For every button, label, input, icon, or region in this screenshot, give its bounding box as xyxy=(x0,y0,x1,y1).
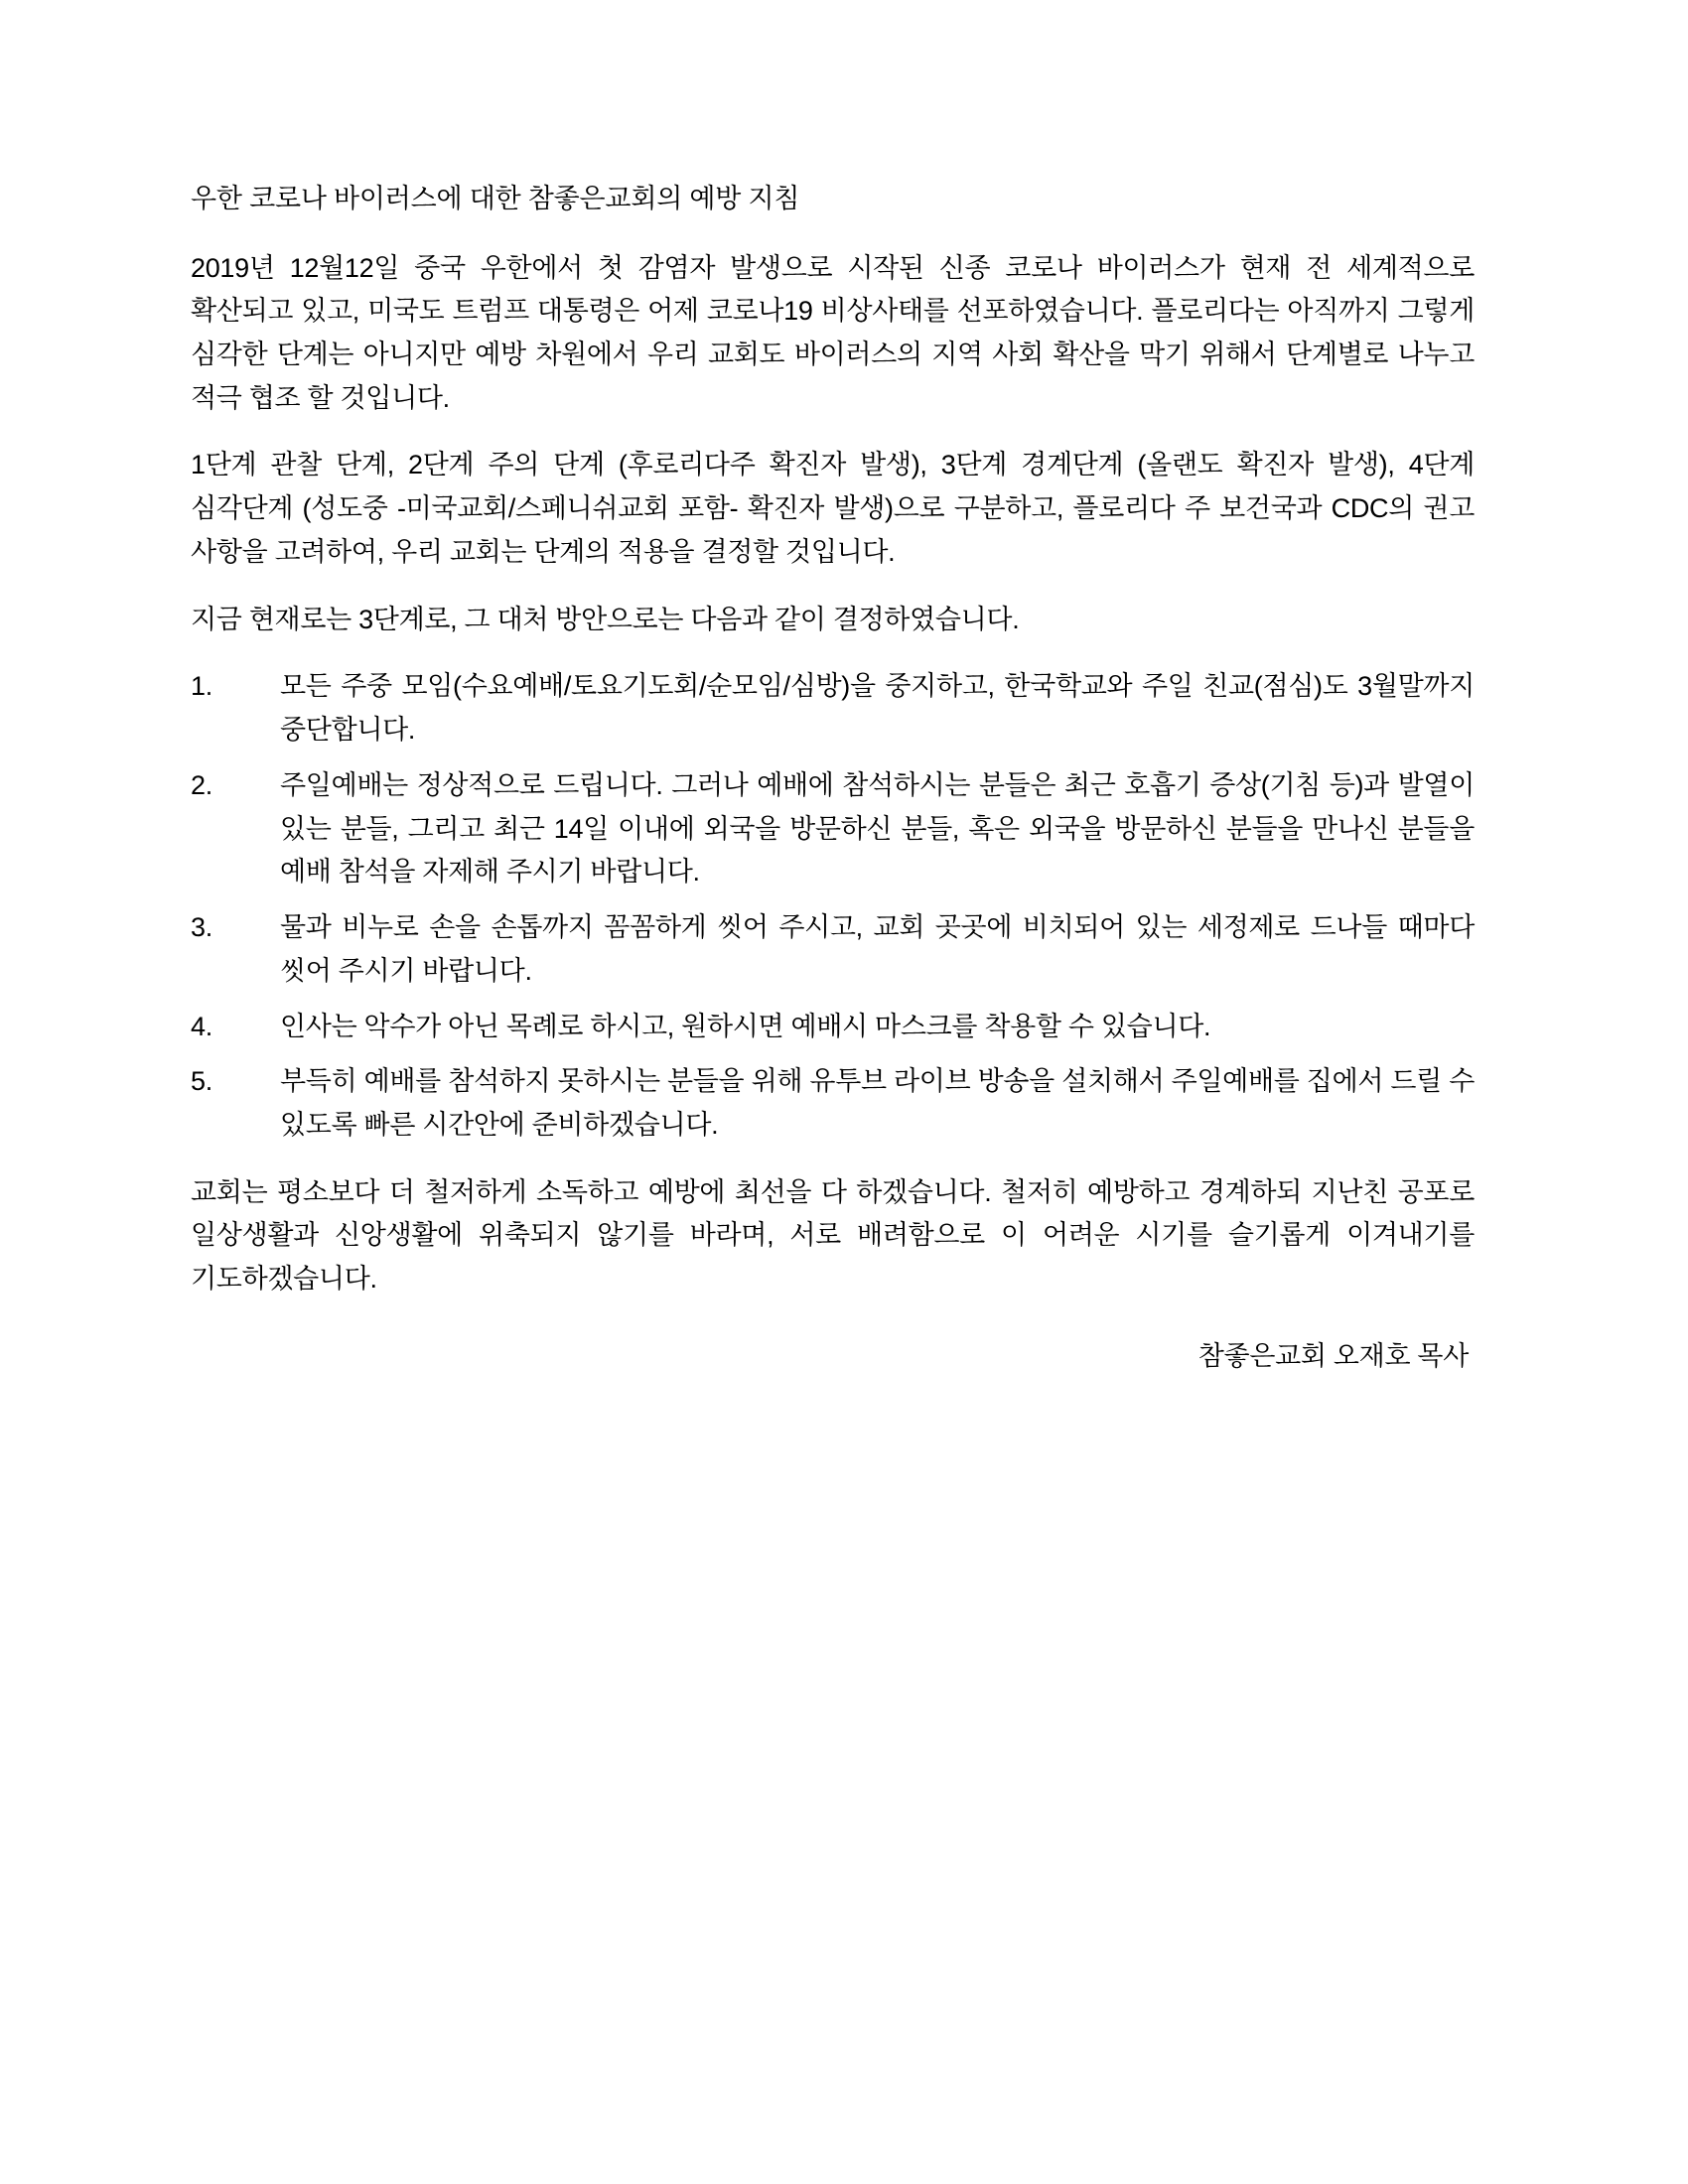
paragraph-stages: 1단계 관찰 단계, 2단계 주의 단계 (후로리다주 확진자 발생), 3단계 경계단계 (올랜도 확진자 발생), 4단계 심각단계 (성도중 -미국교회/스페니쉬교회 포함- 확진자 발생)으로 구분하고, 플로리다 주 보건국과 CDC의 권고 사항을 고려하여, 우리 교회는 단계의 적용을 결정할 것입니다. xyxy=(191,450,1475,567)
paragraph-closing: 교회는 평소보다 더 철저하게 소독하고 예방에 최선을 다 하겠습니다. 철저히 예방하고 경계하되 지난친 공포로 일상생활과 신앙생활에 위축되지 않기를 바라며, 서로 배려함으로 이 어려운 시기를 슬기롭게 이겨내기를 기도하겠습니다. xyxy=(191,1176,1475,1295)
paragraph-current-stage: 지금 현재로는 3단계로, 그 대처 방안으로는 다음과 같이 결정하였습니다. xyxy=(191,604,1020,634)
list-item xyxy=(191,906,1475,993)
list-item xyxy=(191,665,1475,751)
list-item xyxy=(191,1060,1475,1147)
page-title: 우한 코로나 바이러스에 대한 참좋은교회의 예방 지침 xyxy=(191,184,800,213)
list-item-text: 모든 주중 모임(수요예배/토요기도회/순모임/심방)을 중지하고, 한국학교와 주일 친교(점심)도 3월말까지 중단합니다. xyxy=(280,671,1475,746)
list-item-text: 주일예배는 정상적으로 드립니다. 그러나 예배에 참석하시는 분들은 최근 호흡기 증상(기침 등)과 발열이 있는 분들, 그리고 최근 14일 이내에 외국을 방문하신 분들, 혹은 외국을 방문하신 분들을 만나신 분들을 예배 참석을 자제해 주시기 바랍니다. xyxy=(280,769,1475,887)
list-item-text: 물과 비누로 손을 손톱까지 꼼꼼하게 씻어 주시고, 교회 곳곳에 비치되어 있는 세정제로 드나들 때마다 씻어 주시기 바랍니다. xyxy=(280,912,1475,986)
list-item xyxy=(191,764,1475,894)
list-item-text: 인사는 악수가 아닌 목례로 하시고, 원하시면 예배시 마스크를 착용할 수 있습니다. xyxy=(280,1011,1211,1041)
measures-list xyxy=(191,665,1475,1147)
paragraph-intro: 2019년 12월12일 중국 우한에서 첫 감염자 발생으로 시작된 신종 코로나 바이러스가 현재 전 세계적으로 확산되고 있고, 미국도 트럼프 대통령은 어제 코로나19 비상사태를 선포하였습니다. 플로리다는 아직까지 그렇게 심각한 단계는 아니지만 예방 차원에서 우리 교회도 바이러스의 지역 사회 확산을 막기 위해서 단계별로 나누고 적극 협조 할 것입니다. xyxy=(191,252,1475,413)
signature: 참좋은교회 오재호 목사 xyxy=(1197,1340,1469,1371)
list-item-marker: 1. xyxy=(191,671,212,702)
list-item-marker: 5. xyxy=(191,1066,212,1097)
list-item xyxy=(191,1006,1475,1049)
list-item-text: 부득히 예배를 참석하지 못하시는 분들을 위해 유투브 라이브 방송을 설치해서 주일예배를 집에서 드릴 수 있도록 빠른 시간안에 준비하겠습니다. xyxy=(280,1066,1475,1140)
list-item-marker: 3. xyxy=(191,912,212,943)
list-item-marker: 2. xyxy=(191,769,212,800)
list-item-marker: 4. xyxy=(191,1011,212,1041)
